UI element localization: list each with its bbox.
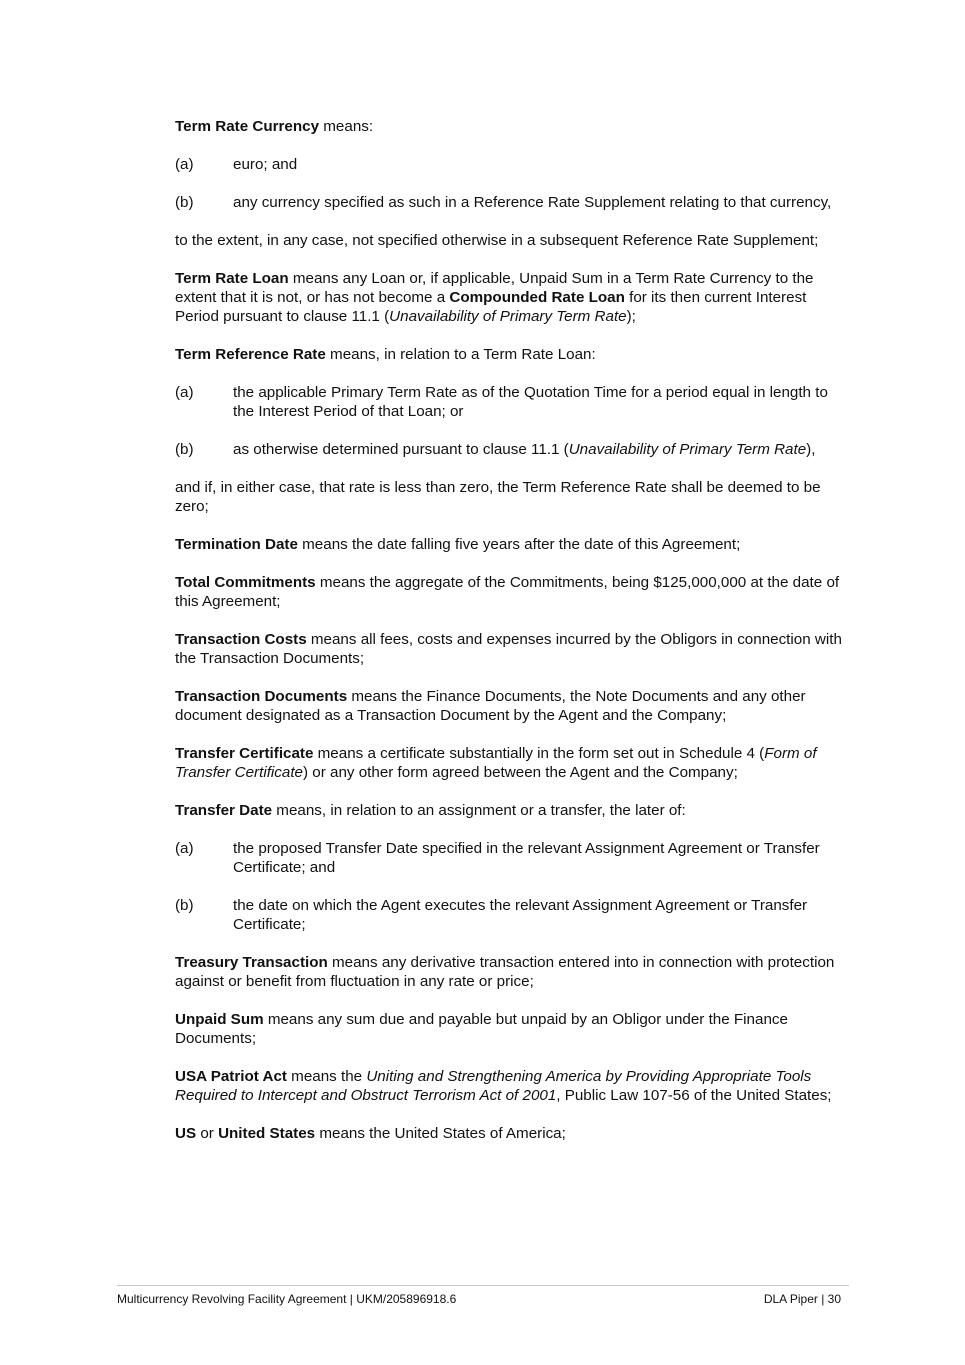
defined-term: Treasury Transaction	[175, 954, 328, 971]
defined-term: Term Reference Rate	[175, 346, 326, 363]
defined-term: Transfer Date	[175, 802, 273, 819]
definition-unpaid-sum: Unpaid Sum means any sum due and payable but unpaid by an Obligor under the Finance Documents;	[175, 1011, 788, 1047]
definition-us: US or United States means the United States of America;	[175, 1125, 566, 1142]
defined-term: US	[175, 1125, 197, 1142]
definition-total-commitments: Total Commitments means the aggregate of the Commitments, being $125,000,000 at the date of this Agreement;	[175, 574, 840, 610]
list-item: (a) the proposed Transfer Date specified in the relevant Assignment Agreement or Transfer Certificate; and	[175, 840, 820, 876]
defined-term: Transaction Costs	[175, 631, 307, 648]
definition-usa-patriot-act: USA Patriot Act means the Uniting and Strengthening America by Providing Appropriate Tools Required to Intercept and Obstruct Terrorism Act of 2001, Public Law 107-56 of the United States;	[175, 1068, 832, 1104]
list-item: (b) the date on which the Agent executes the relevant Assignment Agreement or Transfer Certificate;	[175, 897, 808, 933]
footer-document-reference: Multicurrency Revolving Facility Agreement | UKM/205896918.6	[117, 1292, 457, 1306]
definitions-body	[175, 117, 847, 1162]
list-item: (a) the applicable Primary Term Rate as of the Quotation Time for a period equal in length to the Interest Period of that Loan; or	[175, 384, 828, 420]
defined-term: Term Rate Currency	[175, 118, 320, 135]
definition-tail: and if, in either case, that rate is less than zero, the Term Reference Rate shall be deemed to be zero;	[175, 479, 821, 515]
footer-divider	[117, 1285, 849, 1286]
definition-termination-date: Termination Date means the date falling five years after the date of this Agreement;	[175, 536, 741, 553]
defined-term: Term Rate Loan	[175, 270, 289, 287]
page-footer	[117, 1292, 841, 1307]
defined-term: Transaction Documents	[175, 688, 348, 705]
defined-term: Total Commitments	[175, 574, 316, 591]
defined-term: Transfer Certificate	[175, 745, 314, 762]
list-item: (b) any currency specified as such in a Reference Rate Supplement relating to that currency,	[175, 194, 832, 211]
definition-treasury-transaction: Treasury Transaction means any derivative transaction entered into in connection with protection against or benefit from fluctuation in any rate or price;	[175, 954, 835, 990]
defined-term: Termination Date	[175, 536, 298, 553]
definition-term-reference-rate: Term Reference Rate means, in relation to a Term Rate Loan:	[175, 346, 596, 363]
footer-page-number: DLA Piper | 30	[763, 1292, 841, 1306]
definition-transfer-certificate: Transfer Certificate means a certificate substantially in the form set out in Schedule 4 (Form of Transfer Certificate) or any other form agreed between the Agent and the Company;	[175, 745, 817, 781]
definition-transaction-documents: Transaction Documents means the Finance Documents, the Note Documents and any other document designated as a Transaction Document by the Agent and the Company;	[175, 688, 806, 724]
definition-term-rate-currency: Term Rate Currency means:	[175, 118, 374, 135]
definition-tail: to the extent, in any case, not specified otherwise in a subsequent Reference Rate Supplement;	[175, 232, 819, 249]
definition-term-rate-loan: Term Rate Loan means any Loan or, if applicable, Unpaid Sum in a Term Rate Currency to the extent that it is not, or has not become a Compounded Rate Loan for its then current Interest Period pursuant to clause 11.1 (Unavailability of Primary Term Rate);	[175, 270, 814, 325]
definition-transaction-costs: Transaction Costs means all fees, costs and expenses incurred by the Obligors in connection with the Transaction Documents;	[175, 631, 842, 667]
definition-transfer-date: Transfer Date means, in relation to an assignment or a transfer, the later of:	[175, 802, 686, 819]
list-item: (a) euro; and	[175, 156, 298, 173]
list-item: (b) as otherwise determined pursuant to clause 11.1 (Unavailability of Primary Term Rate),	[175, 441, 816, 458]
defined-term: United States	[218, 1125, 316, 1142]
defined-term: Unpaid Sum	[175, 1011, 264, 1028]
defined-term: USA Patriot Act	[175, 1068, 287, 1085]
